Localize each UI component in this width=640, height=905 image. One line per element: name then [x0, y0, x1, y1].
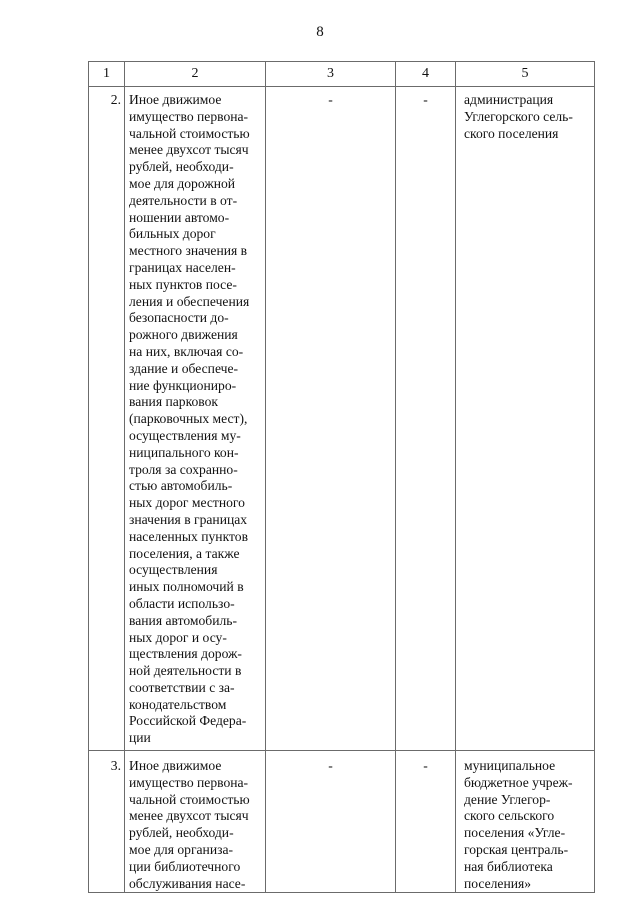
- col4-value: -: [396, 87, 456, 751]
- page-number: 8: [316, 24, 324, 40]
- table-header-row: [89, 62, 595, 87]
- header-col-4: 4: [396, 62, 456, 87]
- header-col-1: 1: [89, 62, 125, 87]
- col3-value: -: [266, 87, 396, 751]
- col3-value: -: [266, 751, 396, 893]
- header-col-2: 2: [125, 62, 266, 87]
- row-number: 2.: [89, 87, 125, 751]
- header-col-5: 5: [456, 62, 595, 87]
- property-table: [88, 61, 595, 893]
- holder-organization: муниципальное бюджетное учреж- дение Углегор- ского сельского поселения «Угле- горская централь- ная библиотека поселения»: [456, 751, 595, 893]
- holder-organization: администрация Углегорского сель- ского поселения: [456, 87, 595, 751]
- table-row: [89, 751, 595, 893]
- header-col-3: 3: [266, 62, 396, 87]
- property-name: Иное движимое имущество первона- чальной стоимостью менее двухсот тысяч рублей, необходи- мое для организа- ции библиотечного обслуживания насе-: [125, 751, 266, 893]
- row-number: 3.: [89, 751, 125, 893]
- col4-value: -: [396, 751, 456, 893]
- property-name: Иное движимое имущество первона- чальной стоимостью менее двухсот тысяч рублей, необходи- мое для дорожной деятельности в от- ношении автомо- бильных дорог местного значения в границах населен- ных пунктов посе- ления и обеспечения безопасности до- рожного движения на них, включая со- здание и обеспече- ние функциониро- вания парковок (парковочных мест), осуществления му- ниципального кон- троля за сохранно- стью автомобиль- ных дорог местного значения в границах населенных пунктов поселения, а также осуществления иных полномочий в области использо- вания автомобиль- ных дорог и осу- ществления дорож- ной деятельности в соответствии с за- конодательством Российской Федера- ции: [125, 87, 266, 751]
- table-row: [89, 87, 595, 751]
